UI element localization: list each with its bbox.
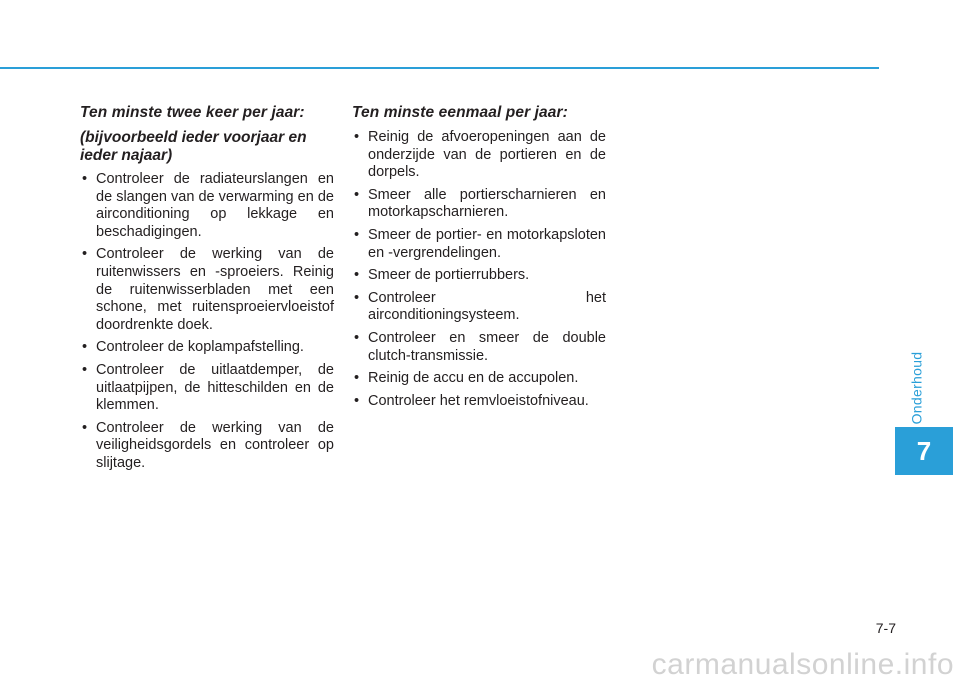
chapter-number-tab: 7	[895, 427, 953, 475]
left-column-subheading: (bijvoorbeeld ieder voorjaar en ieder najaar)	[80, 129, 307, 164]
left-column-heading: Ten minste twee keer per jaar:	[80, 104, 305, 121]
right-column-heading: Ten minste eenmaal per jaar:	[352, 104, 568, 121]
list-item: • Smeer de portier- en motorkapsloten en -vergrendelingen.	[352, 227, 606, 262]
list-item: • Controleer de werking van de veiligheidsgordels en controleer op slijtage.	[80, 420, 334, 473]
list-item: • Controleer het remvloeistofniveau.	[352, 393, 606, 411]
page-number: 7-7	[875, 620, 896, 636]
header-rule	[0, 67, 879, 69]
list-item: • Smeer alle portierscharnieren en motorkapscharnieren.	[352, 187, 606, 222]
section-tab-text: Onderhoud	[908, 351, 925, 425]
section-tab-label	[906, 352, 926, 424]
list-item: • Controleer de radiateurslangen en de slangen van de verwarming en de airconditioning op lekkage en beschadigingen.	[80, 171, 334, 241]
left-column	[80, 104, 334, 478]
list-item: • Smeer de portierrubbers.	[352, 267, 606, 285]
list-item: • Controleer de koplampafstelling.	[80, 339, 334, 357]
watermark: carmanualsonline.info	[651, 648, 954, 681]
list-item: • Controleer en smeer de double clutch-transmissie.	[352, 330, 606, 365]
right-checklist	[352, 129, 606, 410]
list-item: • Reinig de accu en de accupolen.	[352, 370, 606, 388]
left-checklist	[80, 171, 334, 473]
list-item: • Controleer de werking van de ruitenwissers en -sproeiers. Reinig de ruitenwisserbladen met een schone, met ruitensproeiervloeistof doordrenkte doek.	[80, 246, 334, 334]
list-item: • Controleer het airconditioningsysteem.	[352, 290, 606, 325]
list-item: • Reinig de afvoeropeningen aan de onderzijde van de portieren en de dorpels.	[352, 129, 606, 182]
right-column	[352, 104, 606, 415]
list-item: • Controleer de uitlaatdemper, de uitlaatpijpen, de hitteschilden en de klemmen.	[80, 362, 334, 415]
